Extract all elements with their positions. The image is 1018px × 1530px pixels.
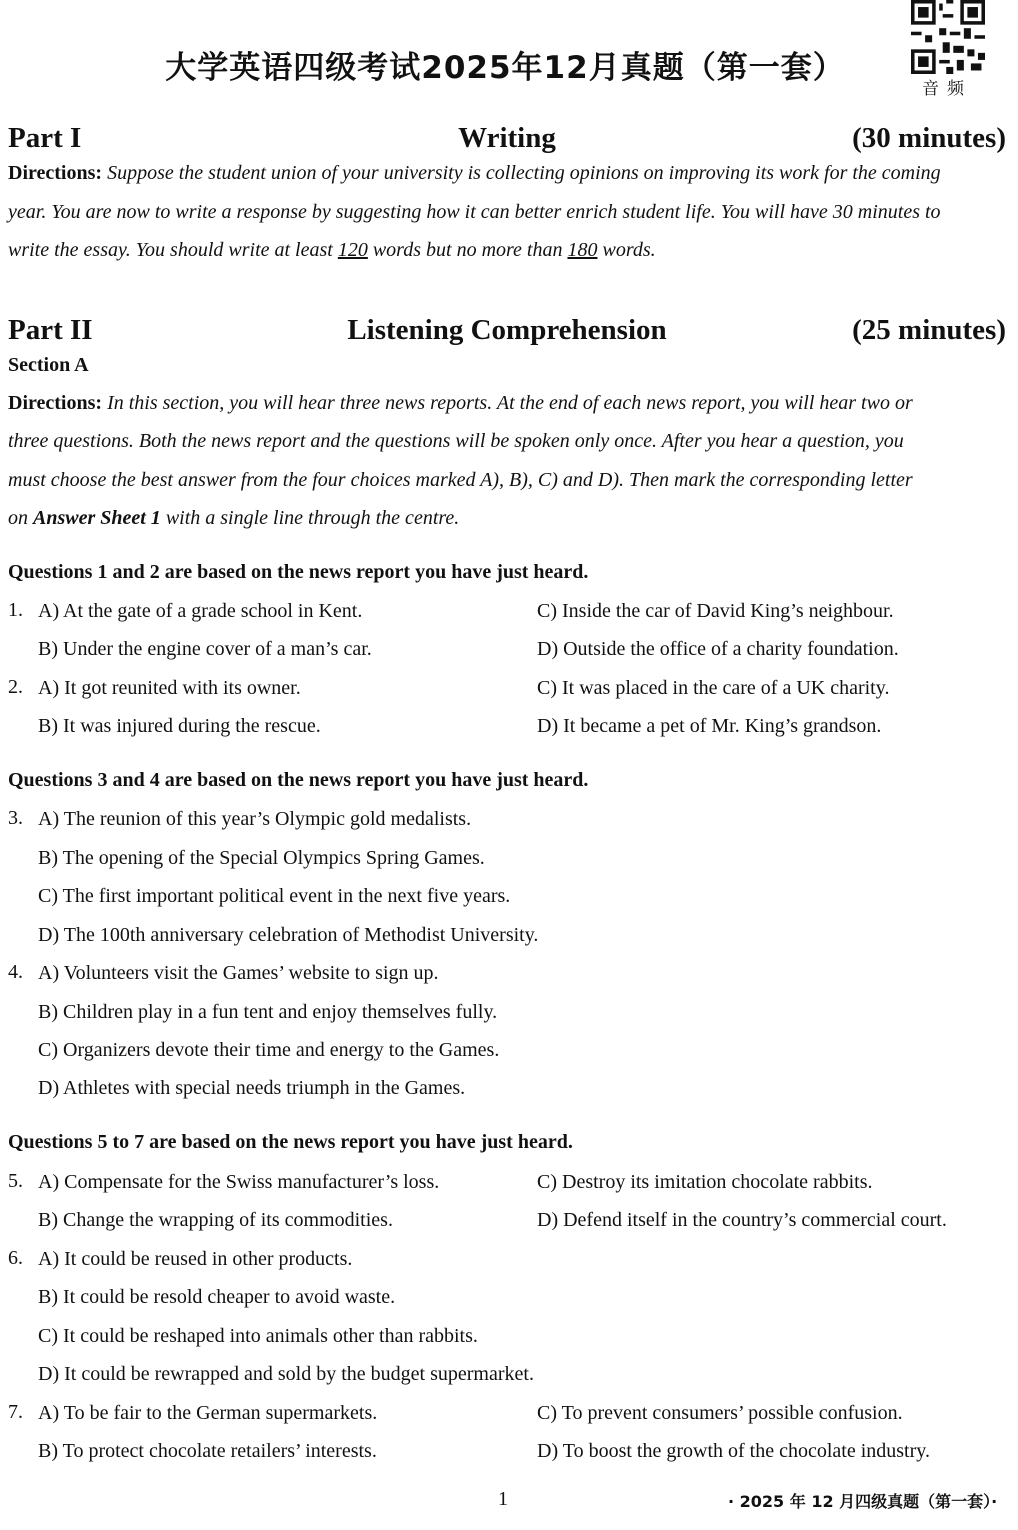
part1-time: (30 minutes) bbox=[852, 122, 1006, 154]
part1-directions-text-3c: words. bbox=[597, 239, 656, 261]
option-d[interactable]: D) To boost the growth of the chocolate industry. bbox=[537, 1440, 930, 1462]
qr-audio-label: 音频 bbox=[922, 79, 972, 99]
part2-directions-line-2: three questions. Both the news report and the questions will be spoken only once. After you hear a question, you bbox=[8, 430, 904, 452]
option-c[interactable]: C) Destroy its imitation chocolate rabbits. bbox=[537, 1171, 873, 1193]
option-b[interactable]: B) Children play in a fun tent and enjoy themselves fully. bbox=[38, 1001, 498, 1023]
option-a[interactable]: A) The reunion of this year’s Olympic gold medalists. bbox=[38, 808, 472, 830]
question-number: 7. bbox=[8, 1401, 23, 1423]
page-title: 大学英语四级考试2025年12月真题（第一套） bbox=[165, 50, 845, 86]
option-c[interactable]: C) The first important political event in the next five years. bbox=[38, 885, 511, 907]
part1-name: Part I bbox=[8, 122, 82, 154]
option-d[interactable]: D) The 100th anniversary celebration of Methodist University. bbox=[38, 924, 539, 946]
footer-note: · 2025 年 12 月四级真题（第一套）· bbox=[728, 1492, 998, 1511]
question-number: 1. bbox=[8, 599, 23, 621]
part2-directions-line-1 bbox=[8, 391, 1006, 415]
part2-directions-line-3: must choose the best answer from the four choices marked A), B), C) and D). Then mark the corresponding letter bbox=[8, 469, 913, 491]
part2-directions-text-4a: on bbox=[8, 507, 33, 529]
part2-header bbox=[8, 314, 1006, 350]
part2-title: Listening Comprehension bbox=[347, 314, 667, 346]
part2-directions-text-4b: with a single line through the centre. bbox=[160, 507, 460, 529]
part1-directions-line-2: year. You are now to write a response by suggesting how it can better enrich student life. You will have 30 minutes to bbox=[8, 201, 941, 223]
question-group-heading: Questions 1 and 2 are based on the news report you have just heard. bbox=[8, 561, 589, 583]
option-b[interactable]: B) Change the wrapping of its commodities. bbox=[38, 1209, 393, 1231]
option-d[interactable]: D) Outside the office of a charity foundation. bbox=[537, 638, 899, 660]
option-a[interactable]: A) At the gate of a grade school in Kent. bbox=[38, 600, 363, 622]
part2-name: Part II bbox=[8, 314, 93, 346]
question-group-heading: Questions 5 to 7 are based on the news report you have just heard. bbox=[8, 1131, 573, 1153]
part1-directions-text-3a: write the essay. You should write at least bbox=[8, 239, 338, 261]
part1-title: Writing bbox=[458, 122, 556, 154]
section-a-label: Section A bbox=[8, 354, 89, 376]
option-c[interactable]: C) To prevent consumers’ possible confusion. bbox=[537, 1402, 903, 1424]
option-b[interactable]: B) To protect chocolate retailers’ interests. bbox=[38, 1440, 377, 1462]
answer-sheet-label: Answer Sheet 1 bbox=[33, 507, 161, 529]
option-a[interactable]: A) Compensate for the Swiss manufacturer’s loss. bbox=[38, 1171, 440, 1193]
option-b[interactable]: B) It could be resold cheaper to avoid waste. bbox=[38, 1286, 396, 1308]
option-a[interactable]: A) It got reunited with its owner. bbox=[38, 677, 301, 699]
option-a[interactable]: A) Volunteers visit the Games’ website to sign up. bbox=[38, 962, 439, 984]
question-number: 2. bbox=[8, 676, 23, 698]
part2-directions-text-1: In this section, you will hear three news reports. At the end of each news report, you will hear two or bbox=[107, 392, 913, 414]
option-b[interactable]: B) The opening of the Special Olympics Spring Games. bbox=[38, 847, 485, 869]
part2-time: (25 minutes) bbox=[852, 314, 1006, 346]
option-a[interactable]: A) To be fair to the German supermarkets. bbox=[38, 1402, 378, 1424]
option-d[interactable]: D) It could be rewrapped and sold by the budget supermarket. bbox=[38, 1363, 534, 1385]
part1-directions-text-1: Suppose the student union of your university is collecting opinions on improving its work for the coming bbox=[107, 162, 941, 184]
question-number: 5. bbox=[8, 1170, 23, 1192]
option-d[interactable]: D) Defend itself in the country’s commercial court. bbox=[537, 1209, 947, 1231]
question-number: 4. bbox=[8, 961, 23, 983]
max-words: 180 bbox=[567, 239, 598, 261]
option-c[interactable]: C) It was placed in the care of a UK charity. bbox=[537, 677, 890, 699]
page-number: 1 bbox=[498, 1488, 508, 1510]
option-c[interactable]: C) It could be reshaped into animals other than rabbits. bbox=[38, 1325, 478, 1347]
option-b[interactable]: B) Under the engine cover of a man’s car. bbox=[38, 638, 372, 660]
option-d[interactable]: D) Athletes with special needs triumph in the Games. bbox=[38, 1077, 466, 1099]
part2-directions-line-4 bbox=[8, 506, 1006, 530]
option-c[interactable]: C) Organizers devote their time and energy to the Games. bbox=[38, 1039, 500, 1061]
part2-directions-label: Directions: bbox=[8, 392, 103, 414]
part1-directions-label: Directions: bbox=[8, 162, 103, 184]
part1-header bbox=[8, 122, 1006, 158]
option-d[interactable]: D) It became a pet of Mr. King’s grandson. bbox=[537, 715, 882, 737]
question-group-heading: Questions 3 and 4 are based on the news report you have just heard. bbox=[8, 769, 589, 791]
option-c[interactable]: C) Inside the car of David King’s neighbour. bbox=[537, 600, 894, 622]
part1-directions-line-3 bbox=[8, 238, 1006, 262]
part1-directions-text-3b: words but no more than bbox=[367, 239, 568, 261]
qr-code-icon[interactable] bbox=[906, 0, 990, 74]
question-number: 6. bbox=[8, 1247, 23, 1269]
option-b[interactable]: B) It was injured during the rescue. bbox=[38, 715, 321, 737]
option-a[interactable]: A) It could be reused in other products. bbox=[38, 1248, 353, 1270]
question-number: 3. bbox=[8, 807, 23, 829]
min-words: 120 bbox=[337, 239, 368, 261]
part1-directions-line-1 bbox=[8, 161, 1006, 185]
